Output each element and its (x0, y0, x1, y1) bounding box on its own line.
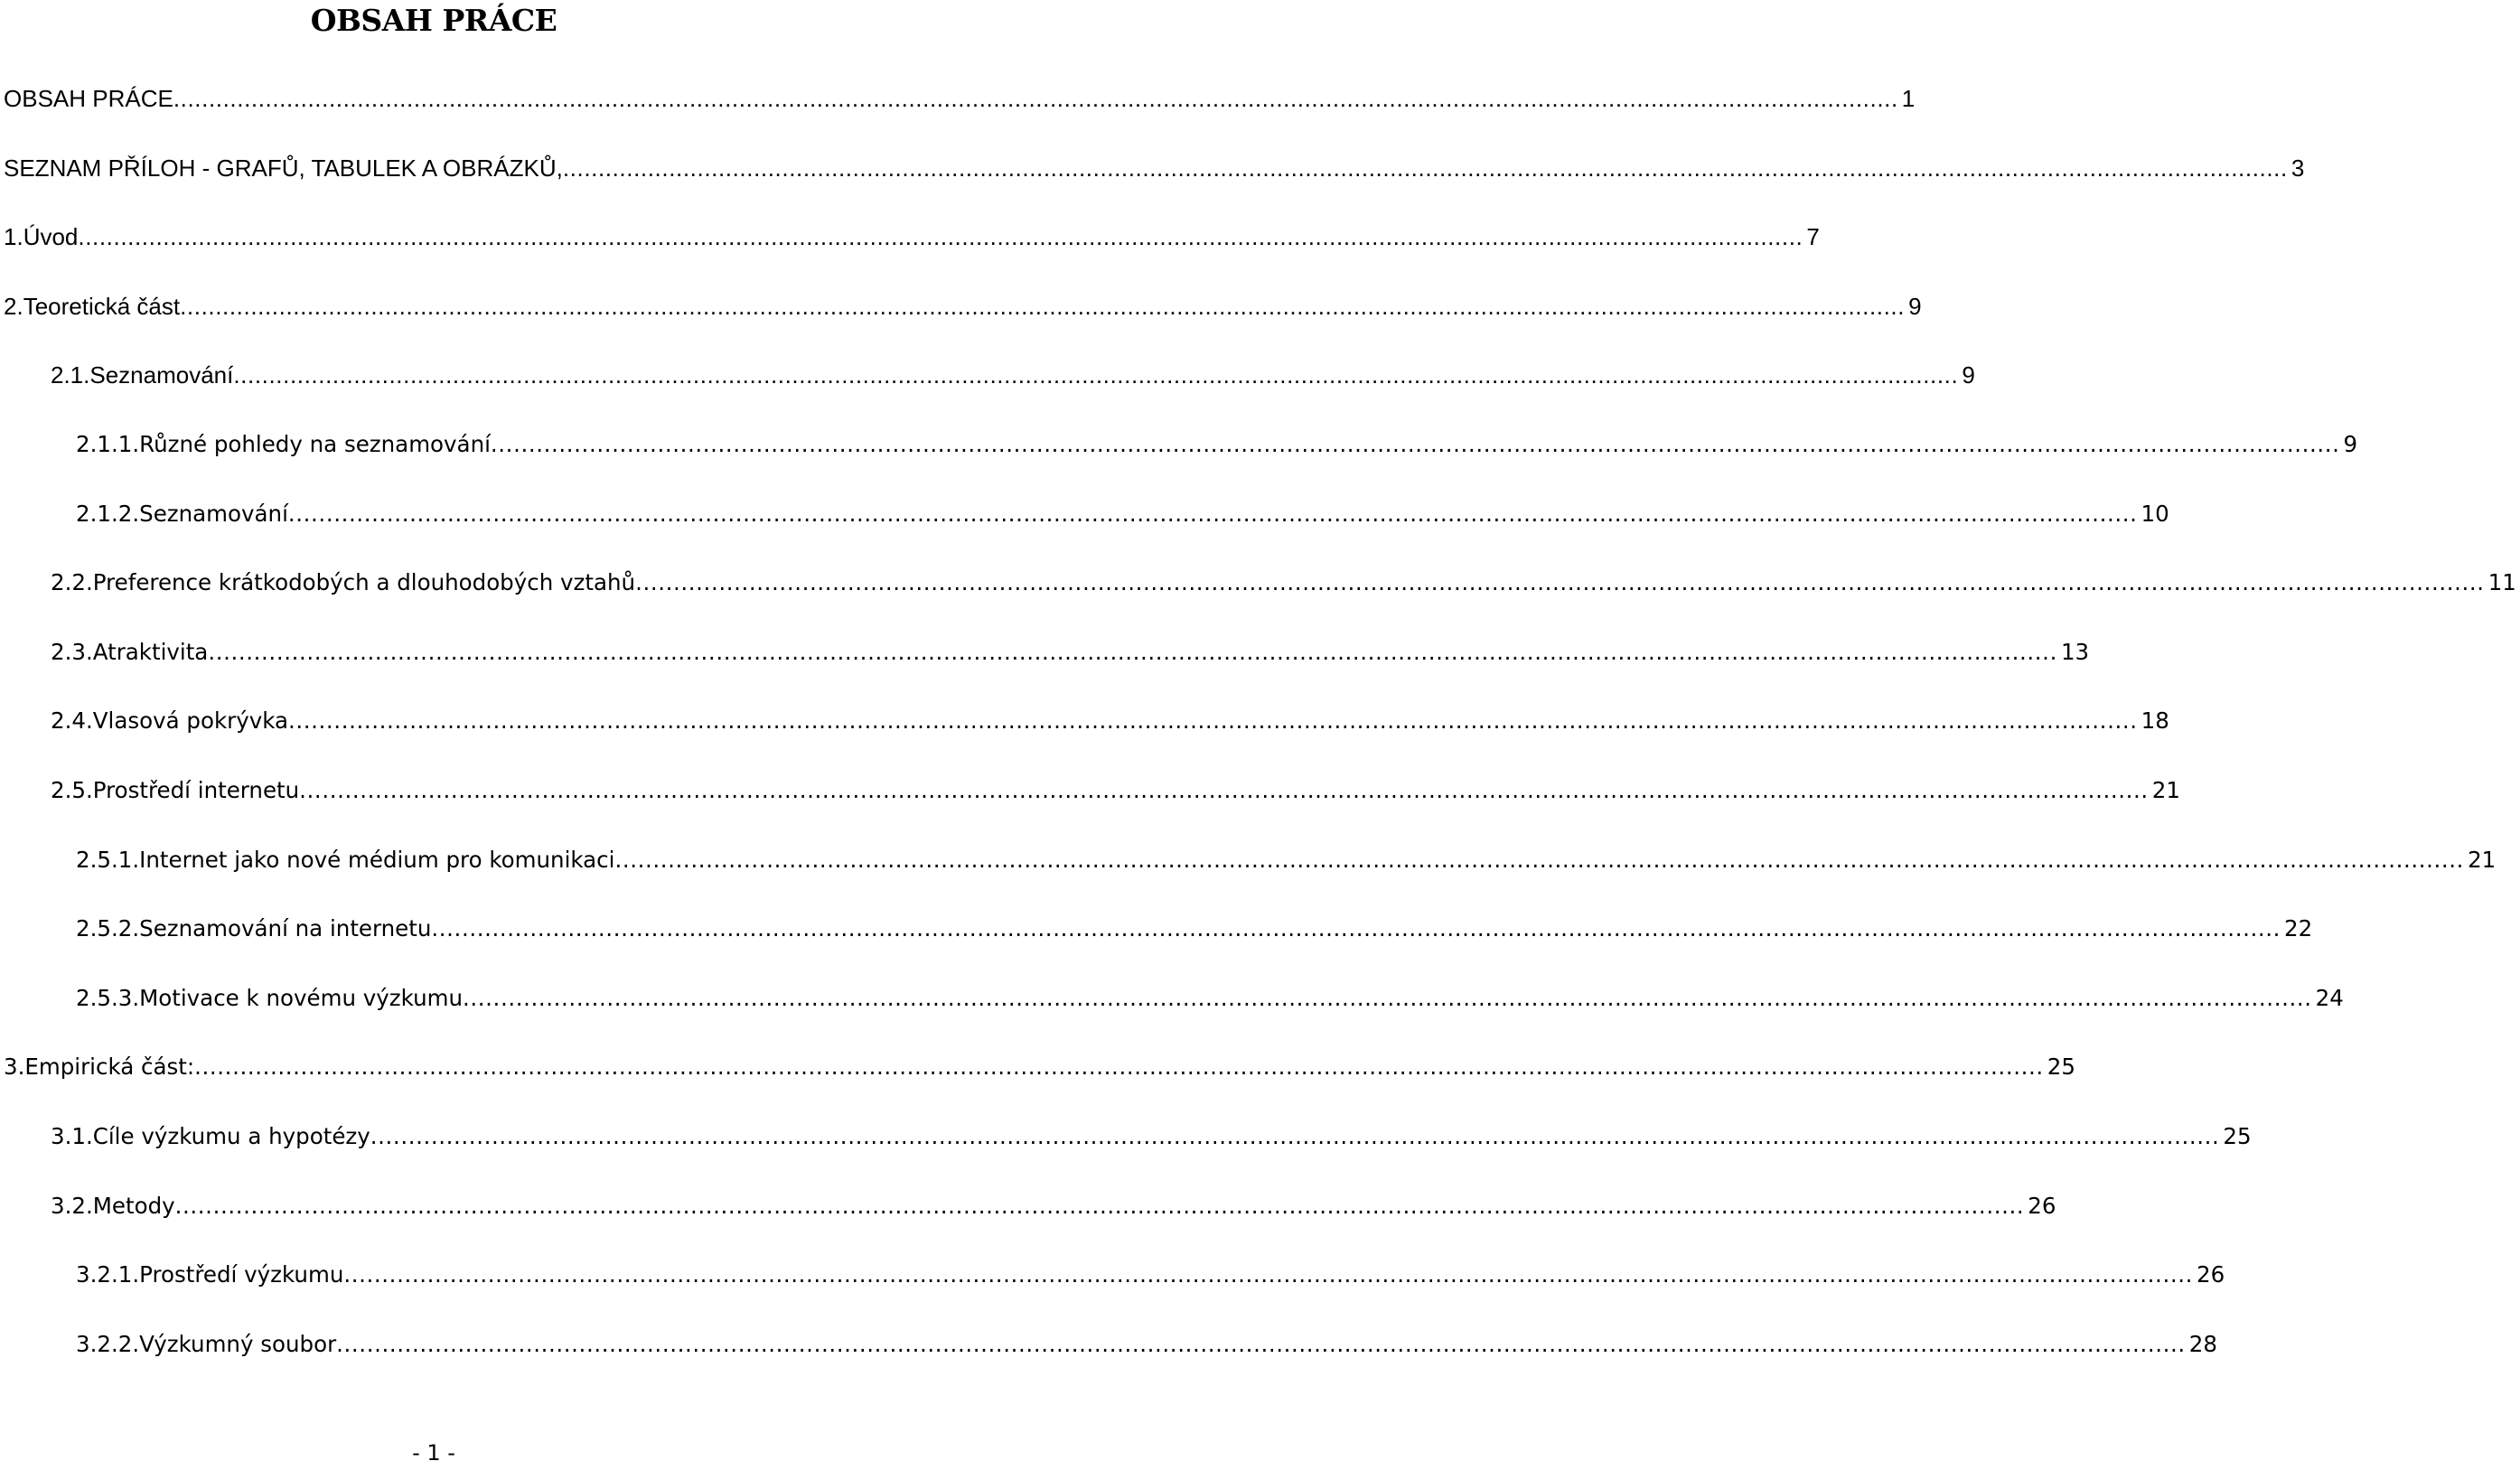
toc-leader-dots (343, 1260, 2193, 1289)
toc-entry-label: Seznamování (89, 361, 234, 389)
toc-entry-number: 2.5.1. (76, 846, 140, 873)
toc-entry[interactable] (0, 1115, 2252, 1185)
toc-entry-label: Motivace k novému výzkumu (139, 984, 463, 1011)
toc-entry[interactable] (0, 353, 1975, 423)
toc-entry-page: 9 (2343, 430, 2358, 457)
toc-entry-number: 1. (4, 223, 23, 251)
toc-entry-label: Úvod (23, 223, 79, 251)
toc-leader-dots (635, 568, 2485, 597)
toc-entry-page: 9 (1908, 292, 1922, 320)
toc-entry[interactable] (0, 977, 2344, 1046)
toc-leader-dots (208, 638, 2057, 667)
toc-entry-page: 26 (2028, 1192, 2056, 1219)
toc-entry-number: 2.5.3. (76, 984, 140, 1011)
toc-entry-label: Prostředí výzkumu (139, 1261, 344, 1288)
toc-entry-label: Teoretická část (23, 292, 181, 320)
toc-entry-page: 1 (1901, 85, 1916, 112)
toc-entry-number: 3.2.2. (76, 1330, 140, 1357)
toc-entry-number: 2.5. (51, 776, 93, 803)
toc-entry-page: 10 (2141, 500, 2169, 527)
toc-entry-label: Seznamování na internetu (139, 915, 432, 942)
toc-leader-dots (336, 1330, 2186, 1359)
toc-leader-dots (288, 500, 2138, 529)
toc-entry[interactable] (0, 699, 2169, 769)
toc-leader-dots (173, 84, 1898, 113)
toc-entry[interactable] (0, 1253, 2225, 1323)
page-number-footer: - 1 - (412, 1440, 455, 1466)
toc-entry[interactable] (0, 215, 1820, 285)
toc-leader-dots (614, 846, 2464, 875)
toc-entry-page: 21 (2151, 776, 2180, 803)
toc-entry[interactable] (0, 1323, 2217, 1392)
toc-entry-label: SEZNAM PŘÍLOH - GRAFŮ, TABULEK A OBRÁZKŮ, (4, 154, 563, 182)
toc-leader-dots (463, 984, 2312, 1013)
toc-entry-label: Preference krátkodobých a dlouhodobých vztahů (92, 569, 636, 596)
toc-entry[interactable] (0, 1185, 2056, 1254)
toc-entry[interactable] (0, 769, 2180, 838)
table-of-contents (0, 77, 2516, 1391)
toc-entry-number: 2.1.2. (76, 500, 140, 527)
toc-leader-dots (431, 914, 2281, 943)
toc-entry-page: 26 (2197, 1261, 2225, 1288)
toc-entry-label: OBSAH PRÁCE (4, 85, 173, 112)
toc-leader-dots (491, 430, 2340, 459)
toc-entry-page: 3 (2290, 154, 2305, 182)
toc-entry-number: 2.3. (51, 638, 93, 665)
toc-leader-dots (299, 776, 2149, 805)
toc-leader-dots (180, 292, 1905, 321)
toc-entry-number: 2.4. (51, 707, 93, 735)
toc-leader-dots (194, 1053, 2044, 1082)
toc-entry-label: Cíle výzkumu a hypotézy (92, 1122, 370, 1149)
toc-entry-label: Internet jako nové médium pro komunikaci (139, 846, 615, 873)
toc-entry-page: 21 (2468, 846, 2497, 873)
toc-entry-page: 11 (2487, 569, 2516, 596)
toc-entry[interactable] (0, 1045, 2075, 1115)
toc-leader-dots (78, 222, 1803, 251)
toc-entry-label: Výzkumný soubor (139, 1330, 337, 1357)
toc-entry-number: 2.1.1. (76, 430, 140, 457)
toc-entry[interactable] (0, 561, 2516, 631)
toc-entry-label: Metody (92, 1192, 175, 1219)
toc-leader-dots (370, 1122, 2220, 1151)
toc-entry-page: 25 (2223, 1122, 2252, 1149)
toc-entry[interactable] (0, 492, 2169, 562)
toc-entry-label: Atraktivita (92, 638, 209, 665)
toc-entry[interactable] (0, 631, 2090, 700)
toc-entry-number: 2.2. (51, 569, 93, 596)
toc-entry-page: 28 (2188, 1330, 2217, 1357)
toc-entry[interactable] (0, 146, 2305, 216)
toc-entry-number: 3. (4, 1054, 25, 1081)
toc-entry-number: 3.2. (51, 1192, 93, 1219)
toc-leader-dots (288, 707, 2138, 735)
toc-entry-page: 25 (2047, 1054, 2075, 1081)
toc-entry-page: 13 (2060, 638, 2090, 665)
toc-entry-label: Empirická část: (24, 1054, 195, 1081)
toc-entry[interactable] (0, 838, 2497, 908)
toc-entry-number: 2.1. (51, 361, 90, 389)
toc-leader-dots (233, 361, 1958, 389)
toc-entry-label: Vlasová pokrývka (92, 707, 288, 735)
toc-leader-dots (563, 154, 2288, 183)
toc-entry-number: 3.2.1. (76, 1261, 140, 1288)
toc-entry-page: 24 (2315, 984, 2344, 1011)
toc-entry-number: 2. (4, 292, 23, 320)
toc-entry-number: 3.1. (51, 1122, 93, 1149)
toc-entry[interactable] (0, 423, 2358, 492)
toc-entry-page: 22 (2284, 915, 2313, 942)
page-title: OBSAH PRÁCE (310, 3, 557, 38)
toc-entry-number: 2.5.2. (76, 915, 140, 942)
toc-entry-page: 7 (1806, 223, 1820, 251)
toc-entry-page: 9 (1962, 361, 1975, 389)
toc-entry-page: 18 (2141, 707, 2169, 735)
toc-entry-label: Seznamování (139, 500, 288, 527)
toc-entry-label: Různé pohledy na seznamování (139, 430, 491, 457)
toc-entry[interactable] (0, 285, 1922, 354)
toc-entry[interactable] (0, 907, 2313, 977)
toc-entry-label: Prostředí internetu (92, 776, 300, 803)
toc-leader-dots (175, 1192, 2025, 1221)
toc-entry[interactable] (0, 77, 1916, 146)
